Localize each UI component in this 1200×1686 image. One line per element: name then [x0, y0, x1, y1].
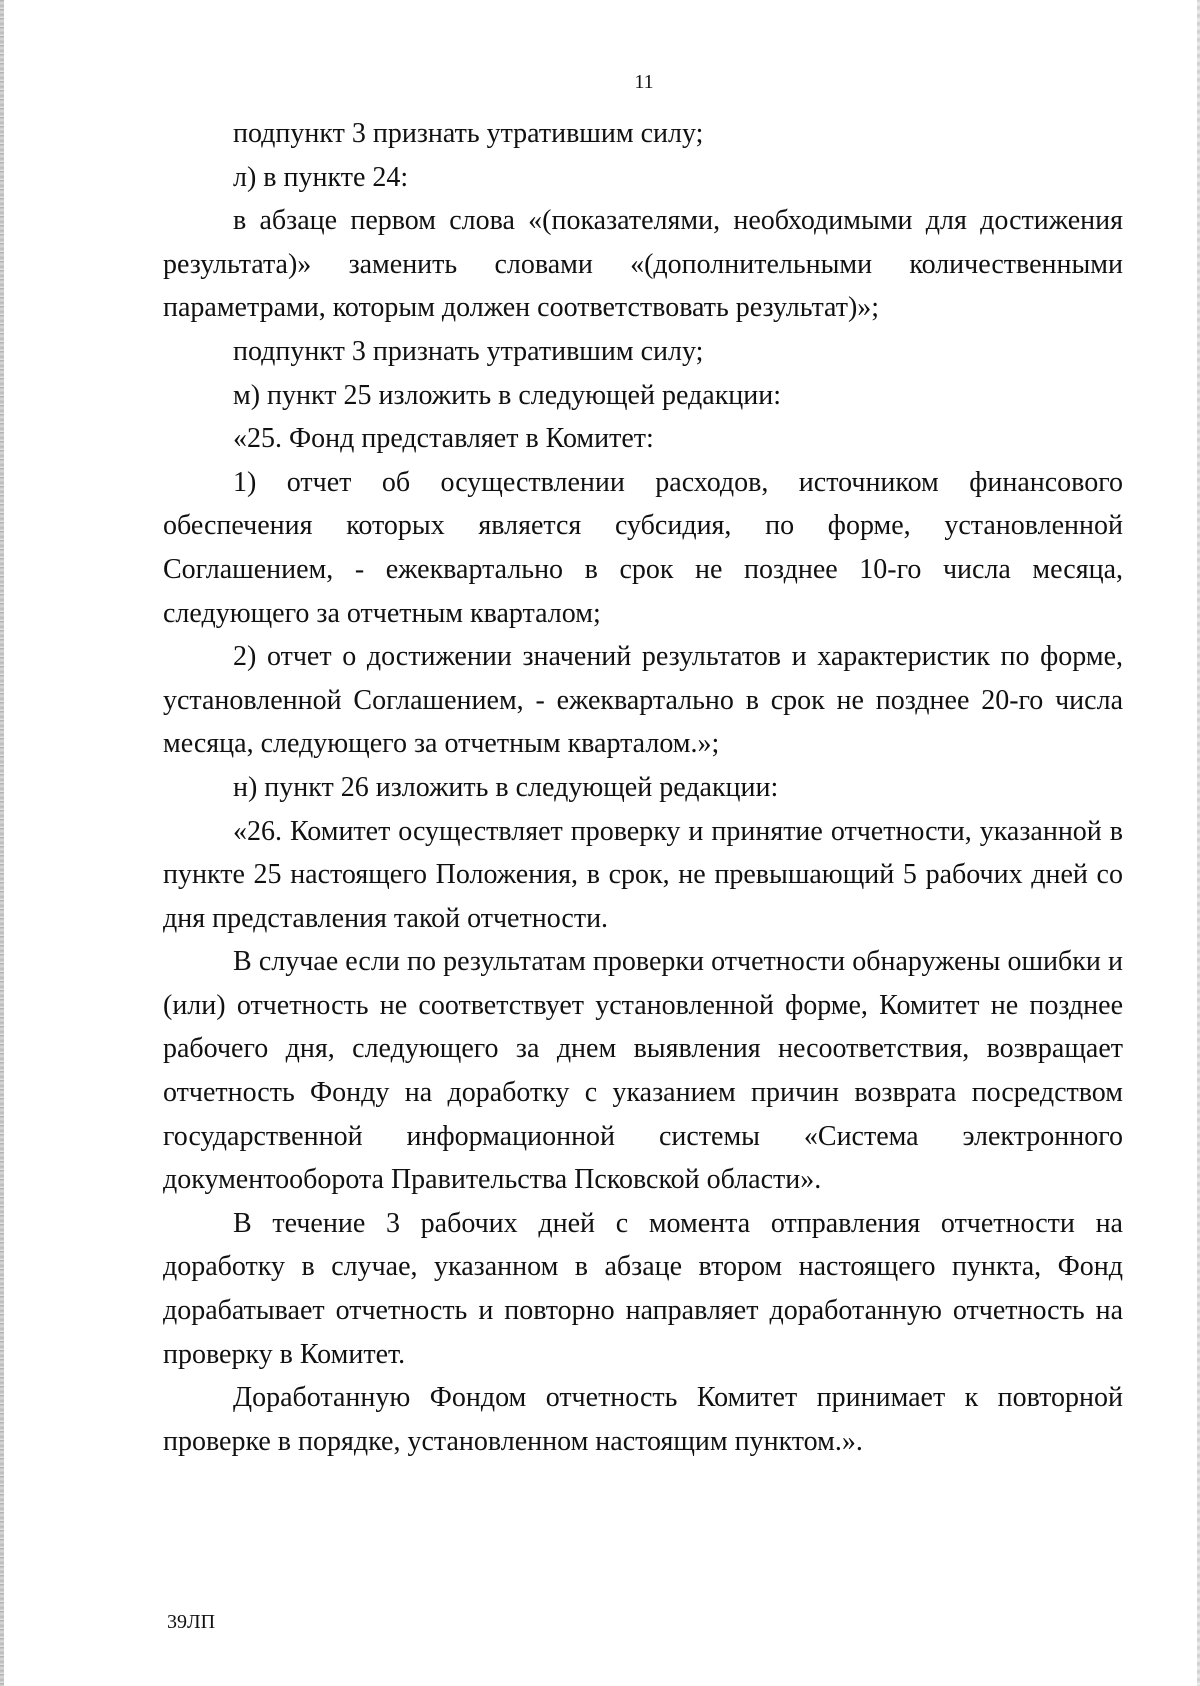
paragraph: л) в пункте 24: — [233, 161, 409, 193]
paragraph: В случае если по результатам проверки отчетности обнаружены ошибки и (или) отчетность не соответствует установленной форме, Комитет не позднее рабочего дня, следующего за днем выявления несоответствия, возвращает отчетность Фонду на доработку с указанием причин возврата посредством государственной информационной системы «Система электронного документооборота Правительства Псковской области». — [163, 946, 1123, 1196]
paragraph: «25. Фонд представляет в Комитет: — [233, 423, 654, 455]
paragraph: подпункт 3 признать утратившим силу; — [233, 335, 704, 367]
document-code: 39ЛП — [167, 1611, 216, 1633]
scan-edge-left — [0, 0, 4, 1686]
paragraph: В течение 3 рабочих дней с момента отправления отчетности на доработку в случае, указанном в абзаце втором настоящего пункта, Фонд дорабатывает отчетность и повторно направляет доработанную отчетность на проверку в Комитет. — [163, 1207, 1123, 1370]
page-number: 11 — [634, 71, 654, 93]
document-body — [163, 112, 1123, 1463]
paragraph: 1) отчет об осуществлении расходов, источником финансового обеспечения которых является субсидия, по форме, установленной Соглашением, - ежеквартально в срок не позднее 10-го числа месяца, следующего за отчетным кварталом; — [163, 466, 1123, 629]
paragraph: в абзаце первом слова «(показателями, необходимыми для достижения результата)» заменить словами «(дополнительными количественными параметрами, которым должен соответствовать результат)»; — [163, 205, 1123, 324]
paragraph: 2) отчет о достижении значений результатов и характеристик по форме, установленной Соглашением, - ежеквартально в срок не позднее 20-го числа месяца, следующего за отчетным кварталом.»; — [163, 641, 1123, 760]
paragraph: подпункт 3 признать утратившим силу; — [233, 118, 704, 149]
paragraph: н) пункт 26 изложить в следующей редакции: — [233, 771, 779, 803]
paragraph: «26. Комитет осуществляет проверку и принятие отчетности, указанной в пункте 25 настоящего Положения, в срок, не превышающий 5 рабочих дней со дня представления такой отчетности. — [163, 815, 1123, 934]
paragraph: м) пункт 25 изложить в следующей редакции: — [233, 379, 782, 411]
paragraph: Доработанную Фондом отчетность Комитет принимает к повторной проверке в порядке, установленном настоящим пунктом.». — [163, 1382, 1123, 1457]
